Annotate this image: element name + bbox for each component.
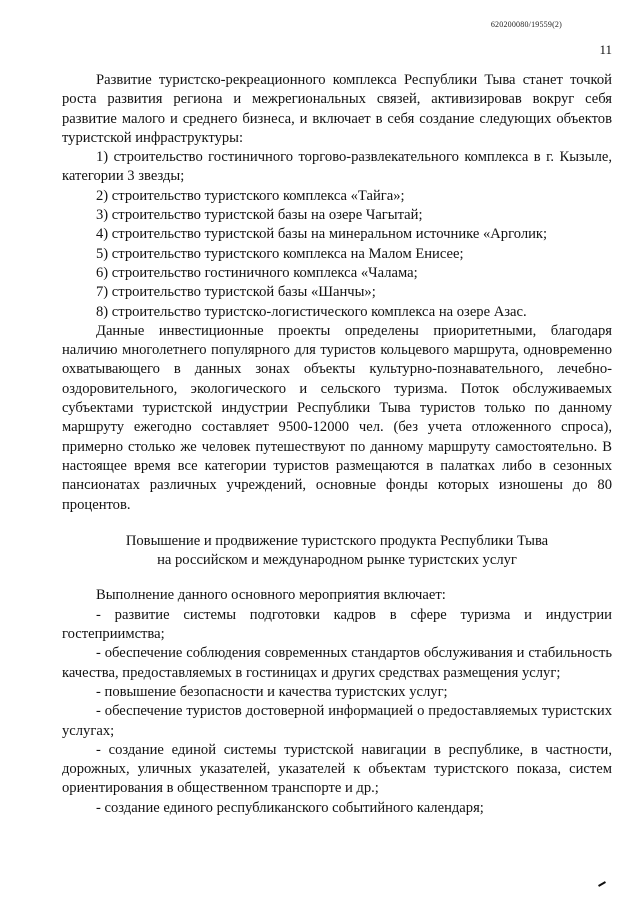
measure-item: - развитие системы подготовки кадров в сфере туризма и индустрии гостеприимства; (62, 606, 612, 643)
measure-item: - обеспечение соблюдения современных стандартов обслуживания и стабильность качества, предоставляемых в гостиницах и других средствах размещения услуг; (62, 645, 612, 681)
intro-paragraph: Развитие туристско-рекреационного комплекса Республики Тыва станет точкой роста развития региона и межрегиональных связей, активизировав вокруг себя развитие малого и среднего бизнеса, и включает в себя создание следующих объектов туристской инфраструктуры: (62, 72, 612, 146)
project-item: 3) строительство туристской базы на озере Чагытай; (96, 207, 423, 224)
scan-mark (598, 881, 606, 887)
project-item: 6) строительство гостиничного комплекса «Чалама; (96, 264, 418, 281)
document-code: 620200080/19559(2) (490, 20, 562, 29)
project-item: 2) строительство туристского комплекса «Тайга»; (96, 187, 405, 204)
measure-item: - обеспечение туристов достоверной информацией о предоставляемых туристских услугах; (62, 703, 612, 739)
section-heading-line: на российском и международном рынке туристских услуг (157, 552, 517, 569)
project-item: 5) строительство туристского комплекса на Малом Енисее; (96, 245, 464, 262)
project-item: 4) строительство туристской базы на минеральном источнике «Арголик; (96, 226, 548, 243)
project-item: 7) строительство туристской базы «Шанчы»; (96, 284, 376, 301)
project-item: 1) строительство гостиничного торгово-развлекательного комплекса в г. Кызыле, категории 3 звезды; (62, 149, 612, 185)
measures-intro: Выполнение данного основного мероприятия включает: (96, 587, 446, 604)
page-number: 11 (599, 42, 612, 57)
project-item: 8) строительство туристско-логистического комплекса на озере Азас. (96, 303, 527, 320)
section-heading-line: Повышение и продвижение туристского продукта Республики Тыва (125, 532, 549, 549)
measure-item: - создание единой системы туристской навигации в республике, в частности, дорожных, уличных указателей, указателей к объектам туристского показа, систем ориентирования в общественном транспорте и др.; (62, 741, 612, 797)
measure-item: - создание единого республиканского событийного календаря; (96, 799, 484, 816)
investment-paragraph: Данные инвестиционные проекты определены приоритетными, благодаря наличию многолетнего популярного для туристов кольцевого маршрута, одновременно охватывающего в данных зонах объекты культурно-познавательного, лечебно-оздоровительного, экологического и сельского туризма. Поток обслуживаемых субъектами туристской индустрии Республики Тыва туристов только по данному маршруту ежегодно составляет 9500-12000 чел. (без учета отложенного спроса), примерно столько же человек путешествуют по данному маршруту самостоятельно. В настоящее время все категории туристов размещаются в палатках либо в сезонных пансионатах различных учреждений, основные фонды которых изношены до 80 процентов. (62, 322, 612, 513)
measure-item: - повышение безопасности и качества туристских услуг; (96, 683, 448, 700)
page-body (62, 71, 612, 818)
section-heading (62, 532, 612, 571)
